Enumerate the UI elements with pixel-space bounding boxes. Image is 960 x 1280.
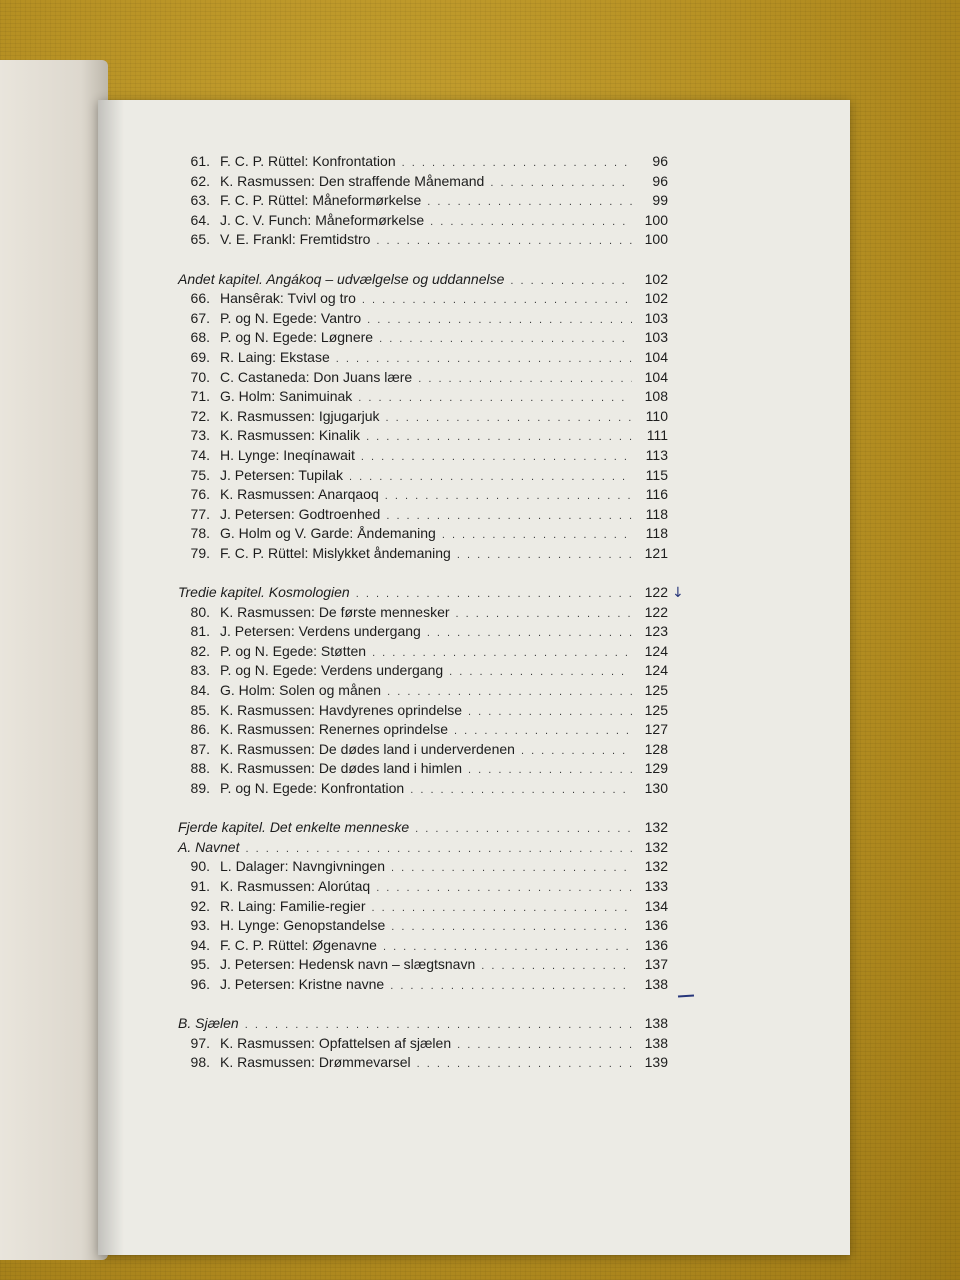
toc-entry [178,603,668,623]
entry-page: 96 [652,172,668,189]
entry-number: 64. [190,211,210,228]
toc-entry [178,309,668,329]
entry-number: 86. [190,721,210,738]
dot-leader [390,977,632,997]
toc-entry [178,172,668,192]
toc-entry [178,661,668,681]
entry-title: K. Rasmussen: Havdyrenes oprindelse [220,701,463,718]
dot-leader [449,663,632,683]
entry-page: 138 [644,975,668,992]
dot-leader [391,859,632,879]
toc-entry [178,1034,668,1054]
entry-title: K. Rasmussen: Kinalik [220,427,361,444]
entry-number: 83. [190,662,210,679]
dot-leader [361,448,632,468]
toc-entry [178,720,668,740]
entry-title: Hansêrak: Tvivl og tro [220,290,356,307]
toc-group-1 [178,152,668,250]
entry-number: 71. [190,388,210,405]
dot-leader [366,428,632,448]
entry-page: 136 [644,936,668,953]
entry-number: 98. [190,1054,210,1071]
entry-title: J. Petersen: Tupilak [220,466,343,483]
dot-leader [372,899,633,919]
chapter-heading [178,818,668,838]
entry-number: 94. [190,936,210,953]
dot-leader [457,546,632,566]
chapter-title: Tredie kapitel. Kosmologien [178,584,350,601]
dot-leader [410,781,632,801]
entry-page: 100 [644,211,668,228]
section-gap [178,799,668,819]
entry-title: J. Petersen: Kristne navne [220,975,385,992]
dot-leader [427,624,632,644]
dot-leader [510,272,632,292]
entry-page: 124 [644,662,668,679]
entry-page: 99 [652,192,668,209]
dot-leader [391,918,632,938]
section-heading [178,838,668,858]
entry-title: J. Petersen: Verdens undergang [220,623,421,640]
entry-number: 62. [190,172,210,189]
entry-title: K. Rasmussen: Den straffende Månemand [220,172,485,189]
entry-title: H. Lynge: Genopstandelse [220,917,386,934]
dot-leader [427,193,632,213]
entry-number: 79. [190,544,210,561]
entry-title: K. Rasmussen: De dødes land i underverdenen [220,740,515,757]
entry-number: 70. [190,368,210,385]
entry-number: 72. [190,407,210,424]
entry-number: 63. [190,192,210,209]
table-of-contents [178,152,668,1073]
entry-page: 102 [644,290,668,307]
entry-number: 85. [190,701,210,718]
chapter-title: Fjerde kapitel. Det enkelte menneske [178,819,410,836]
toc-entry [178,759,668,779]
entry-title: P. og N. Egede: Støtten [220,642,367,659]
entry-number: 88. [190,760,210,777]
entry-title: F. C. P. Rüttel: Konfrontation [220,153,396,169]
entry-page: 123 [644,623,668,640]
toc-group-4 [178,857,668,994]
entry-page: 125 [644,701,668,718]
entry-title: G. Holm: Sanimuinak [220,388,353,405]
toc-entry [178,975,668,995]
section-heading [178,1014,668,1034]
entry-page: 100 [644,231,668,248]
entry-number: 67. [190,309,210,326]
entry-number: 82. [190,642,210,659]
entry-page: 127 [644,721,668,738]
chapter-page: 132 [644,819,668,836]
entry-page: 133 [644,877,668,894]
dot-leader [442,526,632,546]
entry-title: K. Rasmussen: Opfattelsen af sjælen [220,1034,452,1051]
entry-title: R. Laing: Familie-regier [220,897,366,914]
toc-entry [178,877,668,897]
dot-leader [376,879,632,899]
entry-number: 75. [190,466,210,483]
dot-leader [379,330,632,350]
chapter-page: 102 [644,270,668,287]
toc-entry [178,446,668,466]
entry-title: K. Rasmussen: Renernes oprindelse [220,721,449,738]
entry-page: 130 [644,780,668,796]
toc-entry [178,622,668,642]
entry-title: V. E. Frankl: Fremtidstro [220,231,371,248]
spine-shadow [98,100,124,1255]
left-page-edge [0,60,108,1260]
chapter-page: 122 [644,584,668,601]
section-gap [178,995,668,1015]
entry-title: J. Petersen: Hedensk navn – slægtsnavn [220,956,476,973]
entry-title: G. Holm og V. Garde: Åndemaning [220,525,436,542]
entry-title: C. Castaneda: Don Juans lære [220,368,413,385]
entry-title: P. og N. Egede: Løgnere [220,329,374,346]
dot-leader [418,370,632,390]
entry-number: 74. [190,446,210,463]
handwritten-dash-mark [678,994,694,997]
entry-page: 103 [644,329,668,346]
dot-leader [362,291,632,311]
entry-number: 68. [190,329,210,346]
toc-group-5 [178,1034,668,1073]
entry-title: P. og N. Egede: Vantro [220,309,362,326]
entry-number: 80. [190,603,210,620]
section-page: 138 [644,1015,668,1032]
toc-entry [178,191,668,211]
toc-entry [178,426,668,446]
toc-entry [178,642,668,662]
handwritten-arrow-icon: ↓ [672,585,684,601]
toc-entry [178,211,668,231]
toc-entry [178,681,668,701]
book-page [98,100,850,1255]
entry-page: 136 [644,917,668,934]
dot-leader [468,703,632,723]
entry-number: 89. [190,780,210,796]
toc-entry [178,289,668,309]
dot-leader [385,487,632,507]
entry-title: F. C. P. Rüttel: Mislykket åndemaning [220,544,451,561]
toc-entry [178,505,668,525]
dot-leader [358,389,632,409]
entry-page: 121 [644,544,668,561]
entry-number: 76. [190,486,210,503]
entry-number: 87. [190,740,210,757]
toc-entry [178,857,668,877]
toc-entry [178,701,668,721]
entry-page: 104 [644,368,668,385]
toc-entry [178,328,668,348]
entry-title: P. og N. Egede: Verdens undergang [220,662,444,679]
dot-leader [386,409,632,429]
entry-number: 61. [190,153,210,169]
chapter-heading [178,583,668,603]
entry-number: 96. [190,975,210,992]
entry-title: J. C. V. Funch: Måneformørkelse [220,211,425,228]
dot-leader [481,957,632,977]
entry-page: 122 [644,603,668,620]
toc-entry [178,368,668,388]
entry-title: F. C. P. Rüttel: Måneformørkelse [220,192,422,209]
entry-page: 110 [645,407,668,424]
dot-leader [521,742,632,762]
dot-leader [468,761,632,781]
toc-entry [178,348,668,368]
toc-group-3 [178,603,668,799]
entry-number: 97. [190,1034,210,1051]
entry-title: H. Lynge: Ineqínawait [220,446,355,463]
entry-page: 118 [645,525,668,542]
dot-leader [367,311,632,331]
toc-entry [178,779,668,799]
toc-entry [178,897,668,917]
entry-number: 90. [190,858,210,875]
dot-leader [349,468,632,488]
entry-number: 78. [190,525,210,542]
toc-entry [178,916,668,936]
entry-title: K. Rasmussen: De dødes land i himlen [220,760,462,777]
entry-title: K. Rasmussen: De første mennesker [220,603,450,620]
toc-entry [178,740,668,760]
entry-page: 111 [646,427,668,444]
chapter-heading [178,270,668,290]
entry-number: 91. [190,877,210,894]
entry-number: 77. [190,505,210,522]
toc-entry [178,230,668,250]
entry-title: K. Rasmussen: Drømmevarsel [220,1054,411,1071]
entry-title: K. Rasmussen: Anarqaoq [220,486,379,503]
entry-page: 134 [644,897,668,914]
section-title: A. Navnet [178,838,240,855]
entry-page: 139 [644,1054,668,1071]
entry-page: 96 [652,153,668,169]
entry-page: 108 [644,388,668,405]
entry-title: K. Rasmussen: Igjugarjuk [220,407,380,424]
section-title: B. Sjælen [178,1015,239,1032]
dot-leader [490,174,632,194]
toc-entry [178,485,668,505]
entry-number: 81. [190,623,210,640]
entry-page: 124 [644,642,668,659]
toc-entry [178,387,668,407]
toc-entry [178,955,668,975]
entry-number: 95. [190,956,210,973]
dot-leader [457,1036,632,1056]
toc-entry [178,152,668,172]
entry-number: 69. [190,348,210,365]
dot-leader [417,1055,632,1075]
entry-page: 115 [645,466,668,483]
dot-leader [456,605,632,625]
toc-entry [178,524,668,544]
entry-title: R. Laing: Ekstase [220,348,330,365]
section-gap [178,250,668,270]
entry-page: 116 [645,486,668,503]
entry-page: 118 [645,505,668,522]
dot-leader [376,232,632,252]
entry-number: 93. [190,917,210,934]
entry-title: G. Holm: Solen og månen [220,682,382,699]
entry-page: 104 [644,348,668,365]
entry-page: 137 [644,956,668,973]
entry-page: 129 [644,760,668,777]
entry-number: 84. [190,682,210,699]
entry-page: 113 [645,446,668,463]
toc-entry [178,544,668,564]
entry-page: 103 [644,309,668,326]
entry-number: 66. [190,290,210,307]
dot-leader [430,213,632,233]
entry-title: F. C. P. Rüttel: Øgenavne [220,936,377,953]
chapter-title: Andet kapitel. Angákoq – udvælgelse og uddannelse [178,270,505,287]
entry-number: 65. [190,231,210,248]
entry-page: 128 [644,740,668,757]
section-page: 132 [644,838,668,855]
entry-title: K. Rasmussen: Alorútaq [220,877,371,894]
section-gap [178,563,668,583]
dot-leader [415,820,632,840]
entry-page: 132 [644,858,668,875]
toc-entry [178,407,668,427]
entry-page: 125 [644,682,668,699]
entry-title: L. Dalager: Navngivningen [220,858,385,875]
entry-page: 138 [644,1034,668,1051]
toc-group-2 [178,289,668,563]
entry-title: P. og N. Egede: Konfrontation [220,780,405,796]
entry-title: J. Petersen: Godtroenhed [220,505,381,522]
entry-number: 73. [190,427,210,444]
toc-entry [178,466,668,486]
entry-number: 92. [190,897,210,914]
toc-entry [178,1053,668,1073]
toc-entry [178,936,668,956]
